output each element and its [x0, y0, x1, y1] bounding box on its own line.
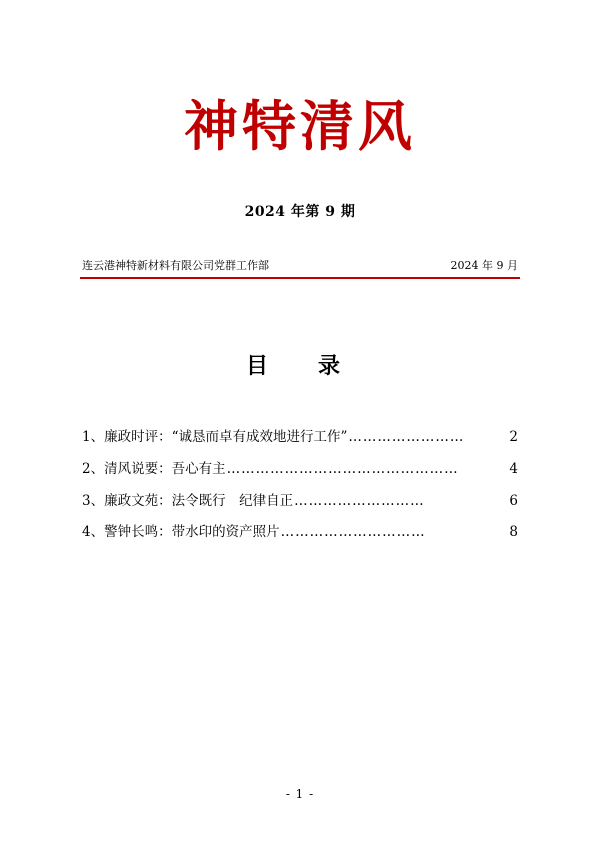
toc-entry-page: 2 — [509, 429, 518, 446]
toc-list — [80, 422, 520, 549]
masthead-title: 神特清风 — [184, 94, 416, 158]
toc-heading: 目 录 — [245, 353, 354, 380]
toc-entry-leader: ………………………… — [280, 524, 426, 541]
toc-entry-leader: …………………… — [348, 429, 465, 446]
toc-entry-page: 8 — [509, 524, 518, 541]
toc-entry[interactable] — [82, 454, 518, 486]
toc-entry-leader: ……………………… — [294, 492, 425, 509]
toc-entry-label: 4、警钟长鸣：带水印的资产照片 — [82, 524, 280, 541]
toc-entry[interactable] — [82, 486, 518, 518]
header-divider — [80, 277, 520, 279]
toc-entry-leader: ………………………………………… — [226, 460, 459, 477]
toc-entry-label: 1、廉政时评：“诚恳而卓有成效地进行工作” — [82, 429, 348, 446]
toc-entry-page: 6 — [509, 492, 518, 509]
toc-entry[interactable] — [82, 517, 518, 549]
toc-entry[interactable] — [82, 422, 518, 454]
publication-date: 2024 年 9 月 — [450, 259, 518, 273]
publisher-organization: 连云港神特新材料有限公司党群工作部 — [82, 259, 269, 273]
page-number: - 1 - — [285, 787, 315, 801]
issue-number: 2024 年第 9 期 — [244, 204, 356, 221]
toc-entry-page: 4 — [509, 460, 518, 477]
toc-entry-label: 2、清风说要：吾心有主 — [82, 460, 226, 477]
toc-entry-label: 3、廉政文苑：法令既行 纪律自正 — [82, 492, 294, 509]
imprint-line — [80, 257, 520, 277]
